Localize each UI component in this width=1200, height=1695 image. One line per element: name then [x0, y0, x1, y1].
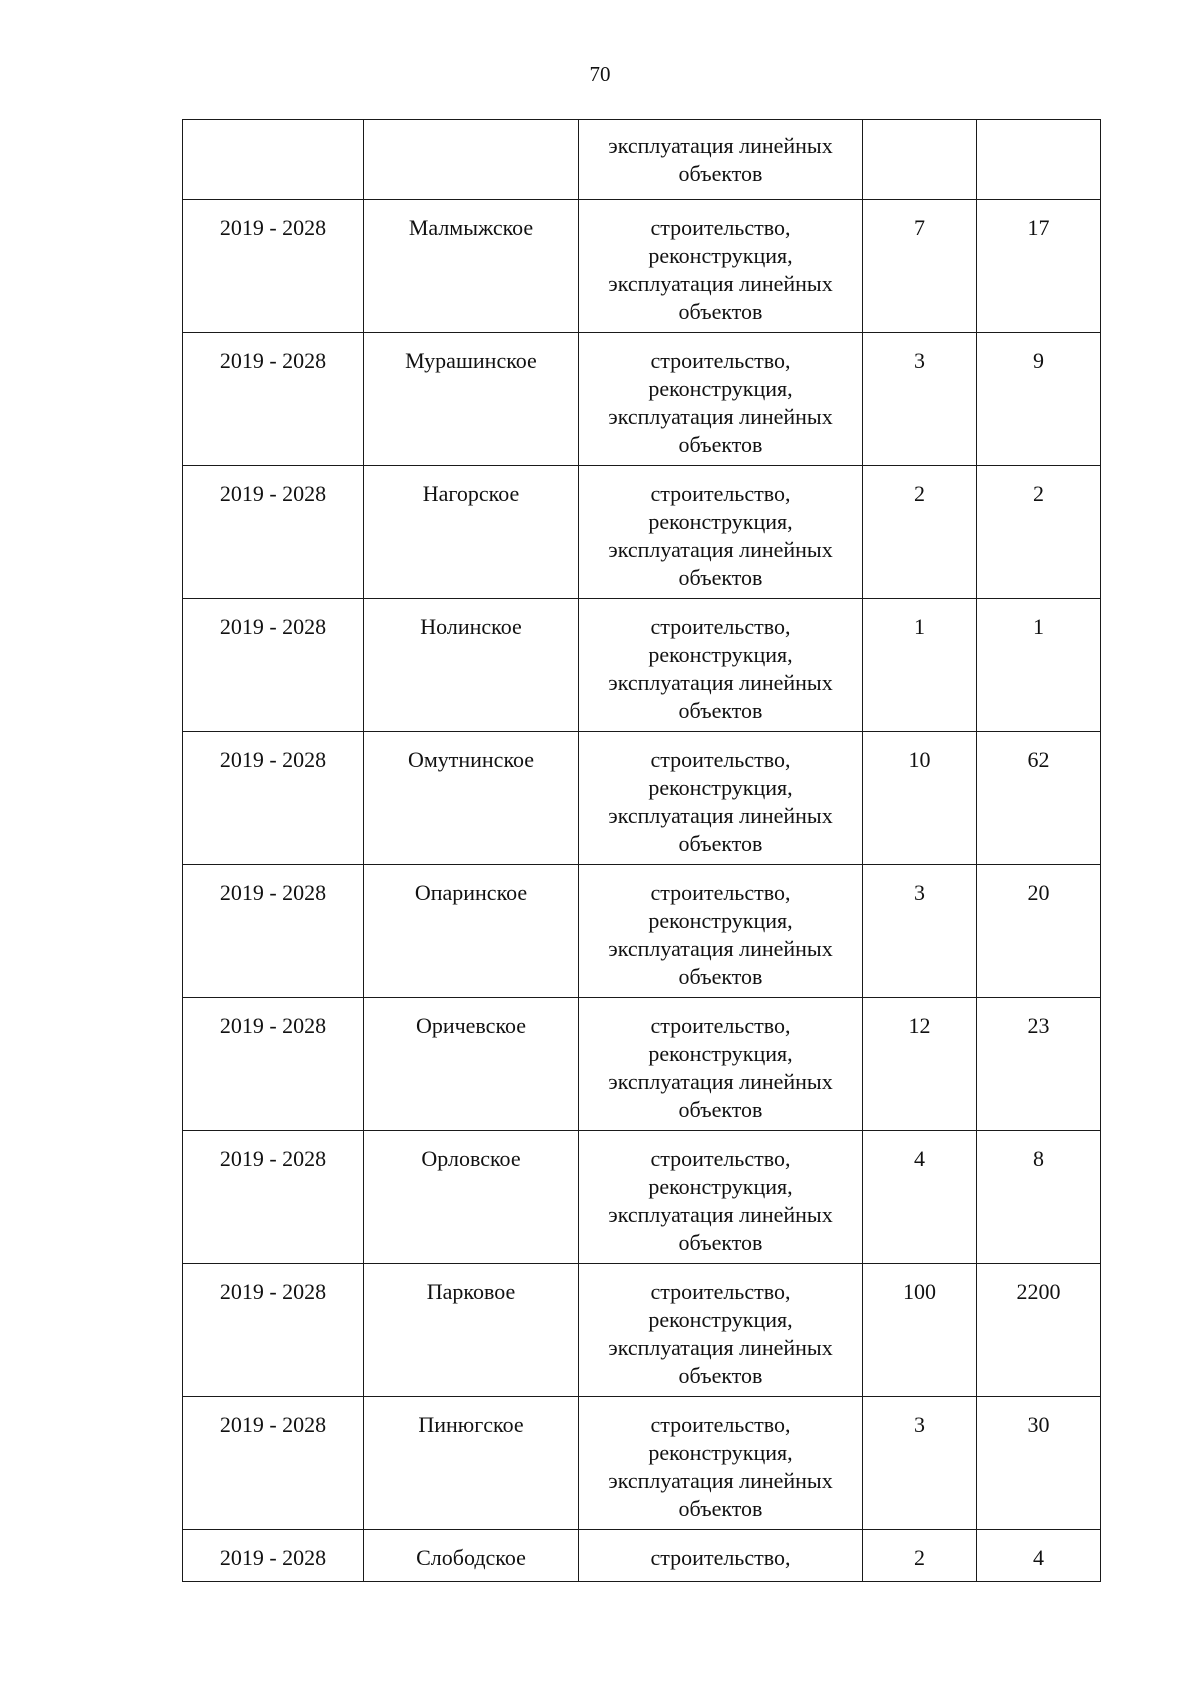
period-cell [183, 120, 364, 200]
purpose-line: объектов [678, 1496, 763, 1521]
name-cell: Орловское [364, 1131, 579, 1264]
value-a-cell: 100 [863, 1264, 977, 1397]
period-cell: 2019 - 2028 [183, 1397, 364, 1530]
value-b-cell: 20 [977, 865, 1101, 998]
purpose-line: эксплуатация линейных [608, 271, 833, 296]
name-cell: Пинюгское [364, 1397, 579, 1530]
purpose-cell [579, 333, 863, 466]
value-a-cell: 3 [863, 1397, 977, 1530]
value-b-cell: 8 [977, 1131, 1101, 1264]
purpose-cell [579, 120, 863, 200]
purpose-cell [579, 599, 863, 732]
purpose-line: эксплуатация линейных [608, 133, 833, 158]
value-a-cell: 3 [863, 865, 977, 998]
purpose-line: реконструкция, [648, 1041, 793, 1066]
value-b-cell: 30 [977, 1397, 1101, 1530]
page-number: 70 [589, 62, 611, 86]
table-row-continued [183, 120, 1101, 200]
value-a-cell: 2 [863, 466, 977, 599]
purpose-line: эксплуатация линейных [608, 1335, 833, 1360]
purpose-line: объектов [678, 299, 763, 324]
purpose-line: объектов [678, 161, 763, 186]
purpose-line: объектов [678, 565, 763, 590]
purpose-cell [579, 1530, 863, 1582]
purpose-line: строительство, [650, 1412, 791, 1437]
period-cell: 2019 - 2028 [183, 599, 364, 732]
purpose-line: строительство, [650, 481, 791, 506]
value-b-cell: 4 [977, 1530, 1101, 1582]
value-a-cell: 1 [863, 599, 977, 732]
value-b-cell: 62 [977, 732, 1101, 865]
purpose-line: объектов [678, 1097, 763, 1122]
name-cell: Нолинское [364, 599, 579, 732]
name-cell: Оричевское [364, 998, 579, 1131]
purpose-line: строительство, [650, 348, 791, 373]
purpose-line: строительство, [650, 614, 791, 639]
purpose-cell [579, 998, 863, 1131]
table-row [183, 466, 1101, 599]
name-cell: Парковое [364, 1264, 579, 1397]
purpose-line: объектов [678, 1230, 763, 1255]
table-row [183, 200, 1101, 333]
purpose-line: реконструкция, [648, 243, 793, 268]
name-cell: Малмыжское [364, 200, 579, 333]
name-cell: Омутнинское [364, 732, 579, 865]
purpose-line: реконструкция, [648, 1440, 793, 1465]
period-cell: 2019 - 2028 [183, 732, 364, 865]
purpose-cell [579, 1397, 863, 1530]
purpose-line: реконструкция, [648, 1174, 793, 1199]
value-b-cell [977, 120, 1101, 200]
table-row [183, 599, 1101, 732]
table-row [183, 732, 1101, 865]
purpose-line: объектов [678, 432, 763, 457]
value-b-cell: 1 [977, 599, 1101, 732]
purpose-line: эксплуатация линейных [608, 1202, 833, 1227]
purpose-line: реконструкция, [648, 1307, 793, 1332]
value-b-cell: 17 [977, 200, 1101, 333]
period-cell: 2019 - 2028 [183, 1264, 364, 1397]
purpose-line: эксплуатация линейных [608, 936, 833, 961]
purpose-line: строительство, [650, 1545, 791, 1570]
purpose-line: строительство, [650, 880, 791, 905]
value-a-cell: 7 [863, 200, 977, 333]
name-cell: Слободское [364, 1530, 579, 1582]
purpose-line: эксплуатация линейных [608, 404, 833, 429]
purpose-line: объектов [678, 831, 763, 856]
table-row [183, 333, 1101, 466]
purpose-cell [579, 1131, 863, 1264]
value-a-cell: 10 [863, 732, 977, 865]
value-b-cell: 9 [977, 333, 1101, 466]
table-row [183, 1397, 1101, 1530]
table-row [183, 865, 1101, 998]
purpose-line: эксплуатация линейных [608, 537, 833, 562]
purpose-line: реконструкция, [648, 642, 793, 667]
table-row [183, 1264, 1101, 1397]
purpose-line: строительство, [650, 1013, 791, 1038]
purpose-line: эксплуатация линейных [608, 1069, 833, 1094]
table-row [183, 1131, 1101, 1264]
period-cell: 2019 - 2028 [183, 865, 364, 998]
value-a-cell: 12 [863, 998, 977, 1131]
purpose-line: объектов [678, 1363, 763, 1388]
purpose-cell [579, 732, 863, 865]
value-a-cell [863, 120, 977, 200]
purpose-cell [579, 1264, 863, 1397]
name-cell: Нагорское [364, 466, 579, 599]
period-cell: 2019 - 2028 [183, 333, 364, 466]
purpose-line: строительство, [650, 747, 791, 772]
purpose-line: строительство, [650, 1279, 791, 1304]
purpose-line: эксплуатация линейных [608, 803, 833, 828]
purpose-cell [579, 200, 863, 333]
data-table [182, 119, 1101, 1582]
table-row [183, 1530, 1101, 1582]
value-a-cell: 4 [863, 1131, 977, 1264]
purpose-cell [579, 466, 863, 599]
purpose-line: строительство, [650, 215, 791, 240]
purpose-line: строительство, [650, 1146, 791, 1171]
value-a-cell: 3 [863, 333, 977, 466]
table-row [183, 998, 1101, 1131]
period-cell: 2019 - 2028 [183, 1131, 364, 1264]
value-b-cell: 23 [977, 998, 1101, 1131]
purpose-cell [579, 865, 863, 998]
table-body [183, 120, 1101, 1582]
value-b-cell: 2 [977, 466, 1101, 599]
purpose-line: реконструкция, [648, 908, 793, 933]
period-cell: 2019 - 2028 [183, 466, 364, 599]
period-cell: 2019 - 2028 [183, 200, 364, 333]
purpose-line: объектов [678, 698, 763, 723]
name-cell: Мурашинское [364, 333, 579, 466]
purpose-line: эксплуатация линейных [608, 670, 833, 695]
value-a-cell: 2 [863, 1530, 977, 1582]
period-cell: 2019 - 2028 [183, 998, 364, 1131]
purpose-line: реконструкция, [648, 376, 793, 401]
period-cell: 2019 - 2028 [183, 1530, 364, 1582]
purpose-line: объектов [678, 964, 763, 989]
name-cell: Опаринское [364, 865, 579, 998]
purpose-line: эксплуатация линейных [608, 1468, 833, 1493]
value-b-cell: 2200 [977, 1264, 1101, 1397]
purpose-line: реконструкция, [648, 509, 793, 534]
purpose-line: реконструкция, [648, 775, 793, 800]
name-cell [364, 120, 579, 200]
